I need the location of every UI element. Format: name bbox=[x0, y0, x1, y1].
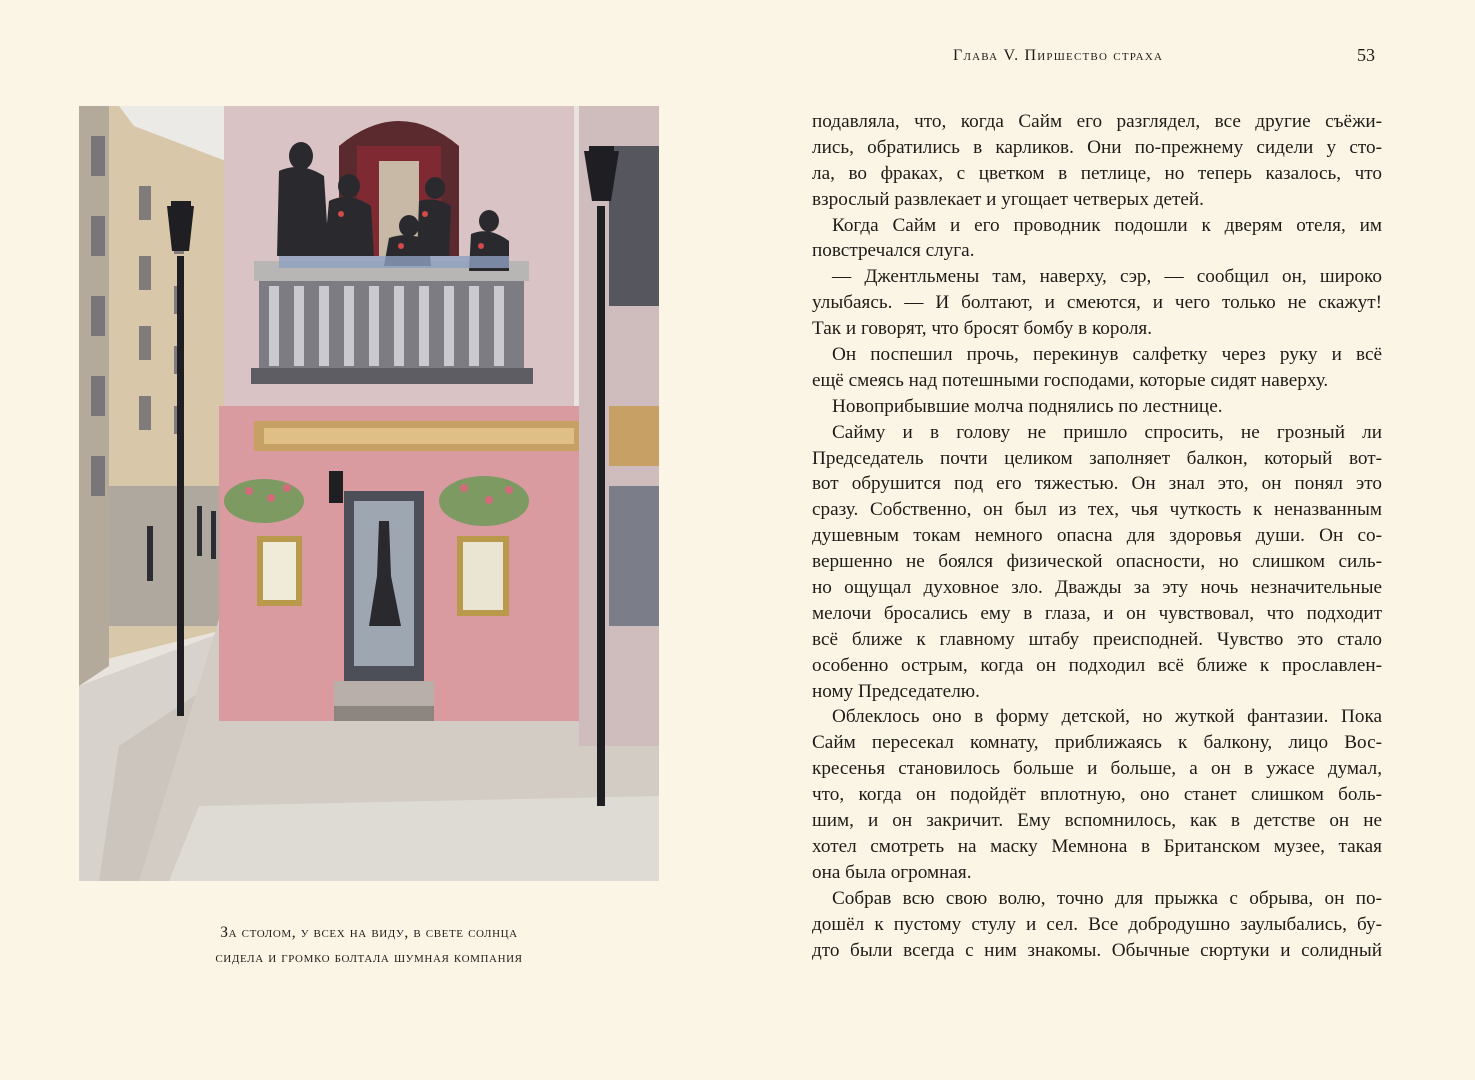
text-line: вот обрушится под его тяжестью. Он знал это, он понял это bbox=[812, 473, 1382, 495]
text-line: Новоприбывшие молча поднялись по лестнице. bbox=[832, 395, 1223, 417]
text-line: но ощущал духовное зло. Дважды за эту ночь незначительные bbox=[812, 577, 1382, 599]
text-line: Он поспешил прочь, перекинув салфетку через руку и всё bbox=[832, 344, 1382, 366]
body-text bbox=[812, 109, 1382, 963]
text-line: подавляла, что, когда Сайм его разглядел, все другие съёжи- bbox=[812, 111, 1382, 132]
text-line: ному Председателю. bbox=[812, 680, 980, 702]
text-line: Когда Сайм и его проводник подошли к дверям отеля, им bbox=[832, 214, 1382, 236]
text-line: хотел смотреть на маску Мемнона в Британском музее, такая bbox=[812, 835, 1382, 857]
text-line: Собрав всю свою волю, точно для прыжка с обрыва, он по- bbox=[832, 887, 1382, 909]
running-head: Глава V. Пиршество страха bbox=[953, 47, 1164, 64]
text-line: душевным токам немного опасна для здоровья души. Он со- bbox=[812, 525, 1382, 547]
text-line: Облеклось оно в форму детской, но жуткой фантазии. Пока bbox=[832, 706, 1382, 728]
illustration-caption bbox=[79, 920, 659, 970]
text-line: всё ближе к главному штабу преисподней. Чувство это стало bbox=[812, 628, 1382, 650]
text-line: шим, и он закричит. Ему вспомнилось, как в детстве он не bbox=[812, 810, 1382, 832]
text-line: вершенно не боялся физической опасности, но слишком силь- bbox=[812, 551, 1382, 573]
text-line: улыбаясь. — И болтают, и смеются, и чего только не скажут! bbox=[812, 292, 1382, 314]
caption-line: За столом, у всех на виду, в свете солнца bbox=[220, 924, 518, 941]
text-line: ещё смеясь над потешными господами, которые сидят наверху. bbox=[812, 369, 1329, 391]
text-line: кресенья становилось больше и больше, а он в ужасе думал, bbox=[812, 758, 1382, 780]
text-line: взрослый развлекает и угощает четверых детей. bbox=[812, 188, 1204, 210]
text-line: повстречался слуга. bbox=[812, 240, 975, 262]
text-line: сразу. Собственно, он был из тех, чья чуткость к неназванным bbox=[812, 499, 1382, 521]
text-line: лись, обратились в карликов. Они по-прежнему сидели у сто- bbox=[812, 136, 1382, 158]
left-page bbox=[0, 0, 737, 1080]
text-line: особенно острым, когда он подходил всё ближе к прославлен- bbox=[812, 654, 1382, 676]
right-page bbox=[737, 0, 1475, 1080]
text-line: Председатель почти целиком заполняет балкон, который вот- bbox=[812, 447, 1382, 469]
text-line: дошёл к пустому стулу и сел. Все добродушно заулыбались, бу- bbox=[812, 913, 1382, 935]
illustration-drawing bbox=[79, 106, 659, 881]
caption-line: сидела и громко болтала шумная компания bbox=[215, 949, 523, 966]
illustration bbox=[79, 106, 659, 881]
text-line: что, когда он подойдёт вплотную, оно станет слишком боль- bbox=[812, 784, 1382, 806]
text-line: ла, во фраках, с цветком в петлице, но теперь казалось, что bbox=[812, 162, 1382, 184]
text-line: Сайму и в голову не пришло спросить, не грозный ли bbox=[832, 421, 1382, 443]
text-line: Так и говорят, что бросят бомбу в короля. bbox=[812, 318, 1153, 340]
text-line: — Джентльмены там, наверху, сэр, — сообщил он, широко bbox=[832, 266, 1382, 288]
text-line: мелочи бросались ему в глаза, и он чувствовал, что подходит bbox=[812, 602, 1382, 624]
text-line: дто были всегда с ним знакомы. Обычные сюртуки и солидный bbox=[812, 939, 1382, 961]
page-number: 53 bbox=[1357, 45, 1375, 65]
text-line: Сайм пересекал комнату, приближаясь к балкону, лицо Вос- bbox=[812, 732, 1382, 754]
text-line: она была огромная. bbox=[812, 861, 972, 883]
